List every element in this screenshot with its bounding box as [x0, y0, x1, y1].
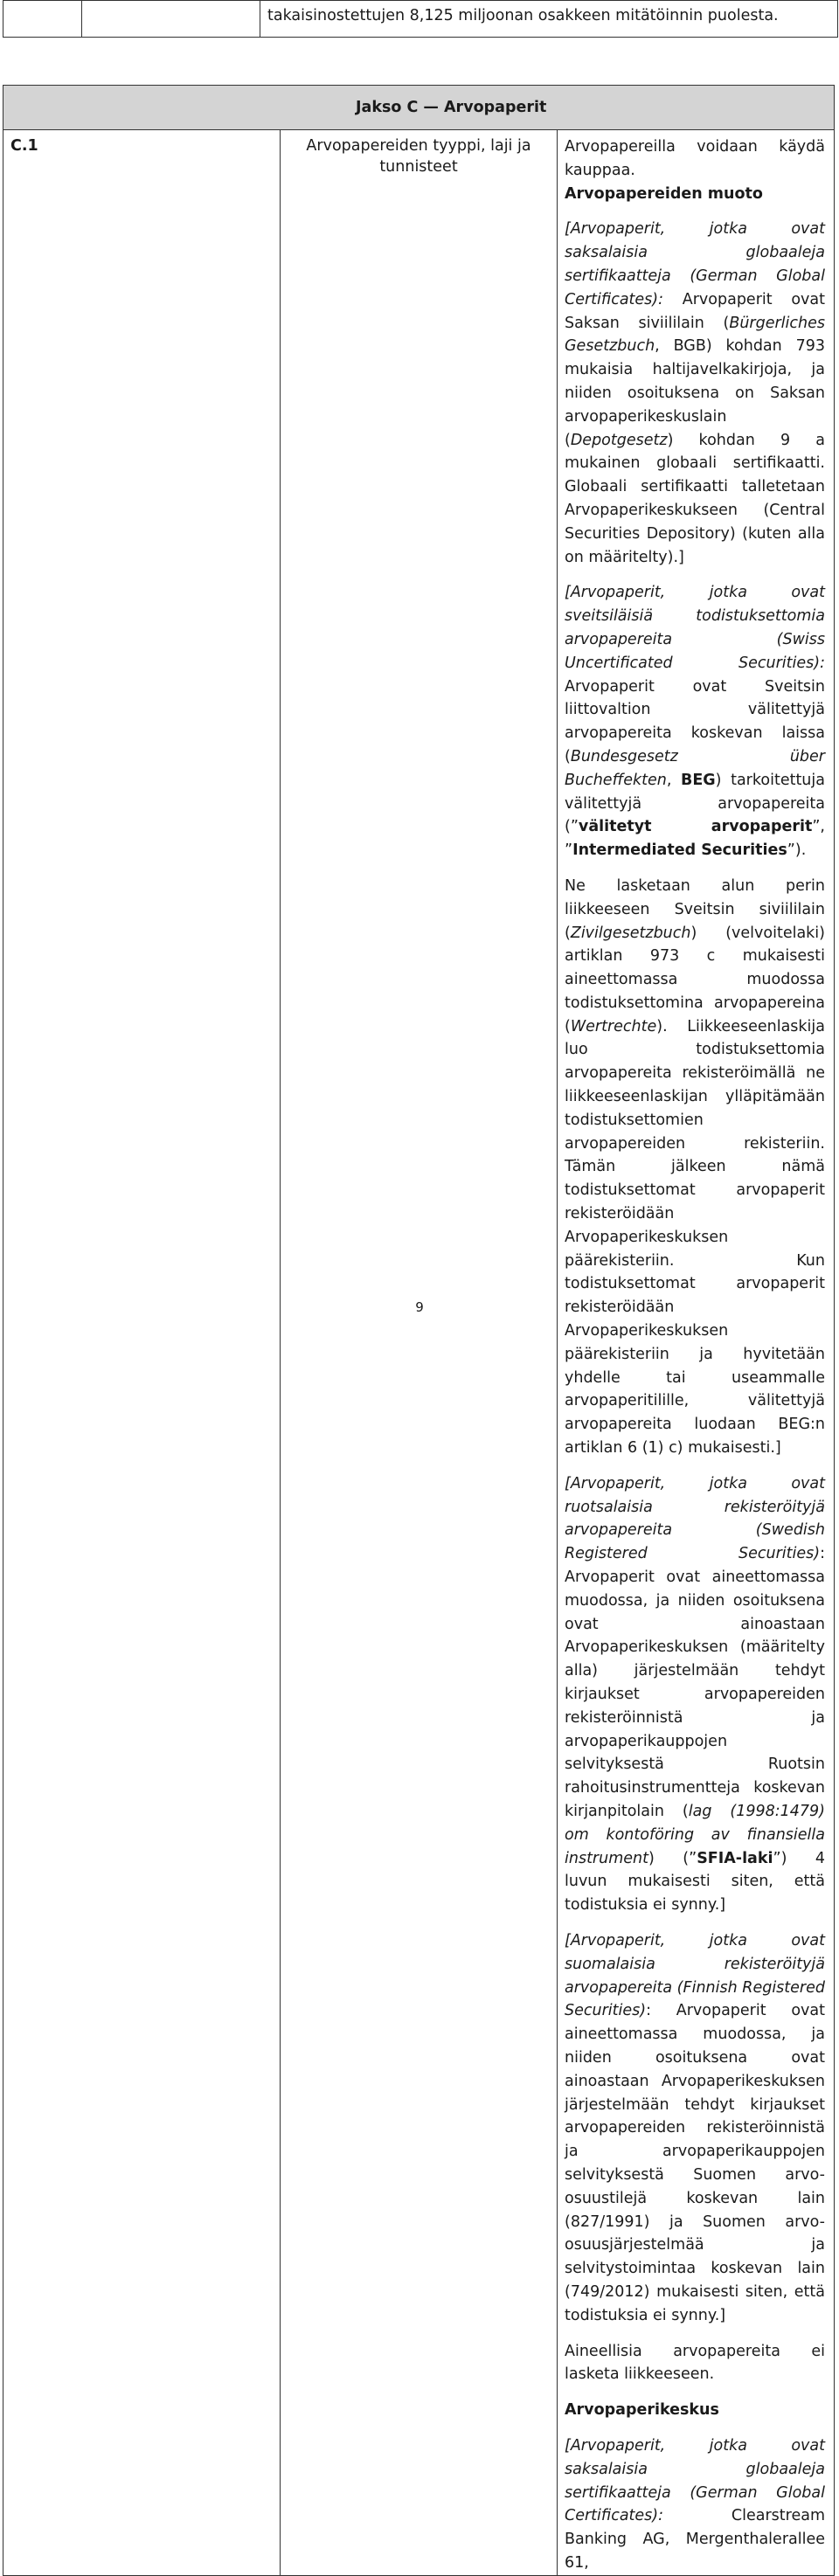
p1-italic-3: Depotgesetz: [570, 431, 668, 449]
form-heading: Arvopapereiden muoto: [565, 184, 763, 203]
paragraph-finnish-securities: [565, 1929, 825, 2328]
row-number-cell: [3, 130, 281, 2576]
p4-italic-2: lag (1998:1479) om kontoföring av finansiella instrument: [565, 1802, 825, 1867]
p1-italic-1: [Arvopaperit, jotka ovat saksalaisia globaaleja sertifikaatteja (German Global Certificates):: [565, 220, 825, 308]
p4-text-3: ”) 4 luvun mukaisesti siten, että todistuksia ei synny.]: [565, 1849, 825, 1915]
p2-text-2: ,: [666, 771, 681, 789]
document-table: [3, 0, 838, 38]
section-table: [3, 85, 835, 2576]
p1-text-3: ) kohdan 9 a mukainen globaali sertifikaatti. Globaali sertifikaatti talletetaan Arvopaperikeskukseen (Central Securities Depository) (kuten alla on määritelty).]: [565, 431, 825, 566]
paragraph-german-certificates: [565, 218, 825, 569]
content-row-c1: [3, 130, 835, 2576]
p3-text-3: ). Liikkeeseenlaskija luo todistuksettomia arvopapereita rekisteröimällä ne liikkeeseenlaskijan ylläpitämään todistuksettomien arvopapereiden rekisteriin. Tämän jälkeen nämä todistuksettomat arvopaperit rekisteröidään Arvopaperikeskuksen päärekisteriin. Kun todistuksettomat arvopaperit rekisteröidään Arvopaperikeskuksen päärekisteriin ja hyvitetään yhdelle tai useammalle arvopaperitilille, välitettyjä arvopapereita luodaan BEG:n artiklan 6 (1) c) mukaisesti.]: [565, 1017, 825, 1458]
top-cell-number: [3, 1, 82, 38]
intro-text: Arvopapereilla voidaan käydä kauppaa.: [565, 138, 825, 179]
previous-row-continuation: [3, 1, 838, 38]
row-content: [558, 130, 834, 2575]
p2-text-3: ) tarkoitettuja välitettyjä arvopapereita (”: [565, 771, 825, 836]
paragraph-swedish-securities: [565, 1472, 825, 1917]
row-content-cell: [558, 130, 835, 2576]
top-cell-label: [82, 1, 260, 38]
section-table-frame: [3, 85, 835, 2576]
p3-italic-1: Zivilgesetzbuch: [570, 924, 691, 942]
p2-italic-2: Bundesgesetz über Bucheffekten: [565, 747, 825, 789]
p1-text-2: , BGB) kohdan 793 mukaisia haltijavelkakirjoja, ja niiden osoituksena on Saksan arvopaperikeskuslain (: [565, 337, 825, 449]
top-row-text: takaisinostettujen 8,125 miljoonan osakkeen mitätöinnin puolesta.: [267, 7, 779, 24]
p5-italic-1: [Arvopaperit, jotka ovat suomalaisia rekisteröityjä arvopapereita (Finnish Registered Securities): [565, 1931, 825, 2020]
csd-heading: Arvopaperikeskus: [565, 2401, 719, 2420]
p2-bold-3: Intermediated Securities: [572, 841, 787, 860]
p3-text-2: ) (velvoitelaki) artiklan 973 c mukaisesti aineettomassa muodossa todistuksettomina arvopapereina (: [565, 924, 825, 1035]
p4-italic-1: [Arvopaperit, jotka ovat ruotsalaisia rekisteröityjä arvopapereita (Swedish Registered Securities): [565, 1474, 825, 1563]
top-cell-text: [260, 1, 838, 38]
p2-bold-1: BEG: [681, 771, 716, 789]
section-header-cell: [3, 86, 835, 130]
p1-italic-2: Bürgerliches Gesetzbuch: [565, 314, 825, 356]
paragraph-no-physical: Aineellisia arvopapereita ei lasketa liikkeeseen.: [565, 2342, 825, 2384]
p2-text-4: ”, ”: [565, 818, 825, 860]
page-number: 9: [415, 1299, 424, 1315]
p4-text-2: ) (”: [648, 1849, 697, 1867]
p4-bold-1: SFIA-laki: [697, 1849, 773, 1867]
paragraph-swiss-securities: [565, 581, 825, 862]
paragraph-swiss-issuance: [565, 875, 825, 1460]
row-number: C.1: [10, 137, 38, 155]
section-title: Jakso C — Arvopaperit: [356, 99, 547, 116]
row-type-label: Arvopapereiden tyyppi, laji ja tunnisteet: [306, 137, 531, 176]
document-table-frame: [3, 0, 835, 38]
section-header-row: [3, 86, 835, 130]
p7-italic-1: [Arvopaperit, jotka ovat saksalaisia globaaleja sertifikaatteja (German Global Certificates):: [565, 2436, 825, 2525]
p2-text-1: Arvopaperit ovat Sveitsin liittovaltion välitettyjä arvopapereita koskevan laissa (: [565, 677, 825, 765]
p3-text-1: Ne lasketaan alun perin liikkeeseen Sveitsin siviililain (: [565, 876, 825, 942]
p7-text-1: Clearstream Banking AG, Mergenthalerallee 61,: [565, 2507, 825, 2572]
row-type-cell: [281, 130, 558, 2576]
p2-bold-2: välitetyt arvopaperit: [578, 818, 813, 836]
p4-text-1: : Arvopaperit ovat aineettomassa muodossa, ja niiden osoituksena ovat ainoastaan Arvopaperikeskuksen (määritelty alla) järjestelmään tehdyt kirjaukset arvopapereiden rekisteröinnistä ja arvopaperikauppojen selvityksestä Ruotsin rahoitusinstrumentteja koskevan kirjanpitolain (: [565, 1545, 825, 1820]
p1-text-1: Arvopaperit ovat Saksan siviililain (: [565, 290, 825, 332]
paragraph-csd-german: [565, 2434, 825, 2575]
p2-italic-1: [Arvopaperit, jotka ovat sveitsiläisiä todistuksettomia arvopapereita (Swiss Uncertificated Securities):: [565, 584, 825, 672]
p3-italic-2: Wertrechte: [570, 1017, 657, 1035]
p5-text-1: : Arvopaperit ovat aineettomassa muodossa, ja niiden osoituksena ovat ainoastaan Arvopaperikeskuksen järjestelmään tehdyt kirjaukset arvopapereiden rekisteröinnistä ja arvopaperikauppojen selvityksestä Suomen arvo-osuustilejä koskevan lain (827/1991) ja Suomen arvo-osuusjärjestelmää ja selvitystoimintaa koskevan lain (749/2012) mukaisesti siten, että todistuksia ei synny.]: [565, 2002, 825, 2324]
p2-text-5: ”).: [787, 841, 807, 860]
